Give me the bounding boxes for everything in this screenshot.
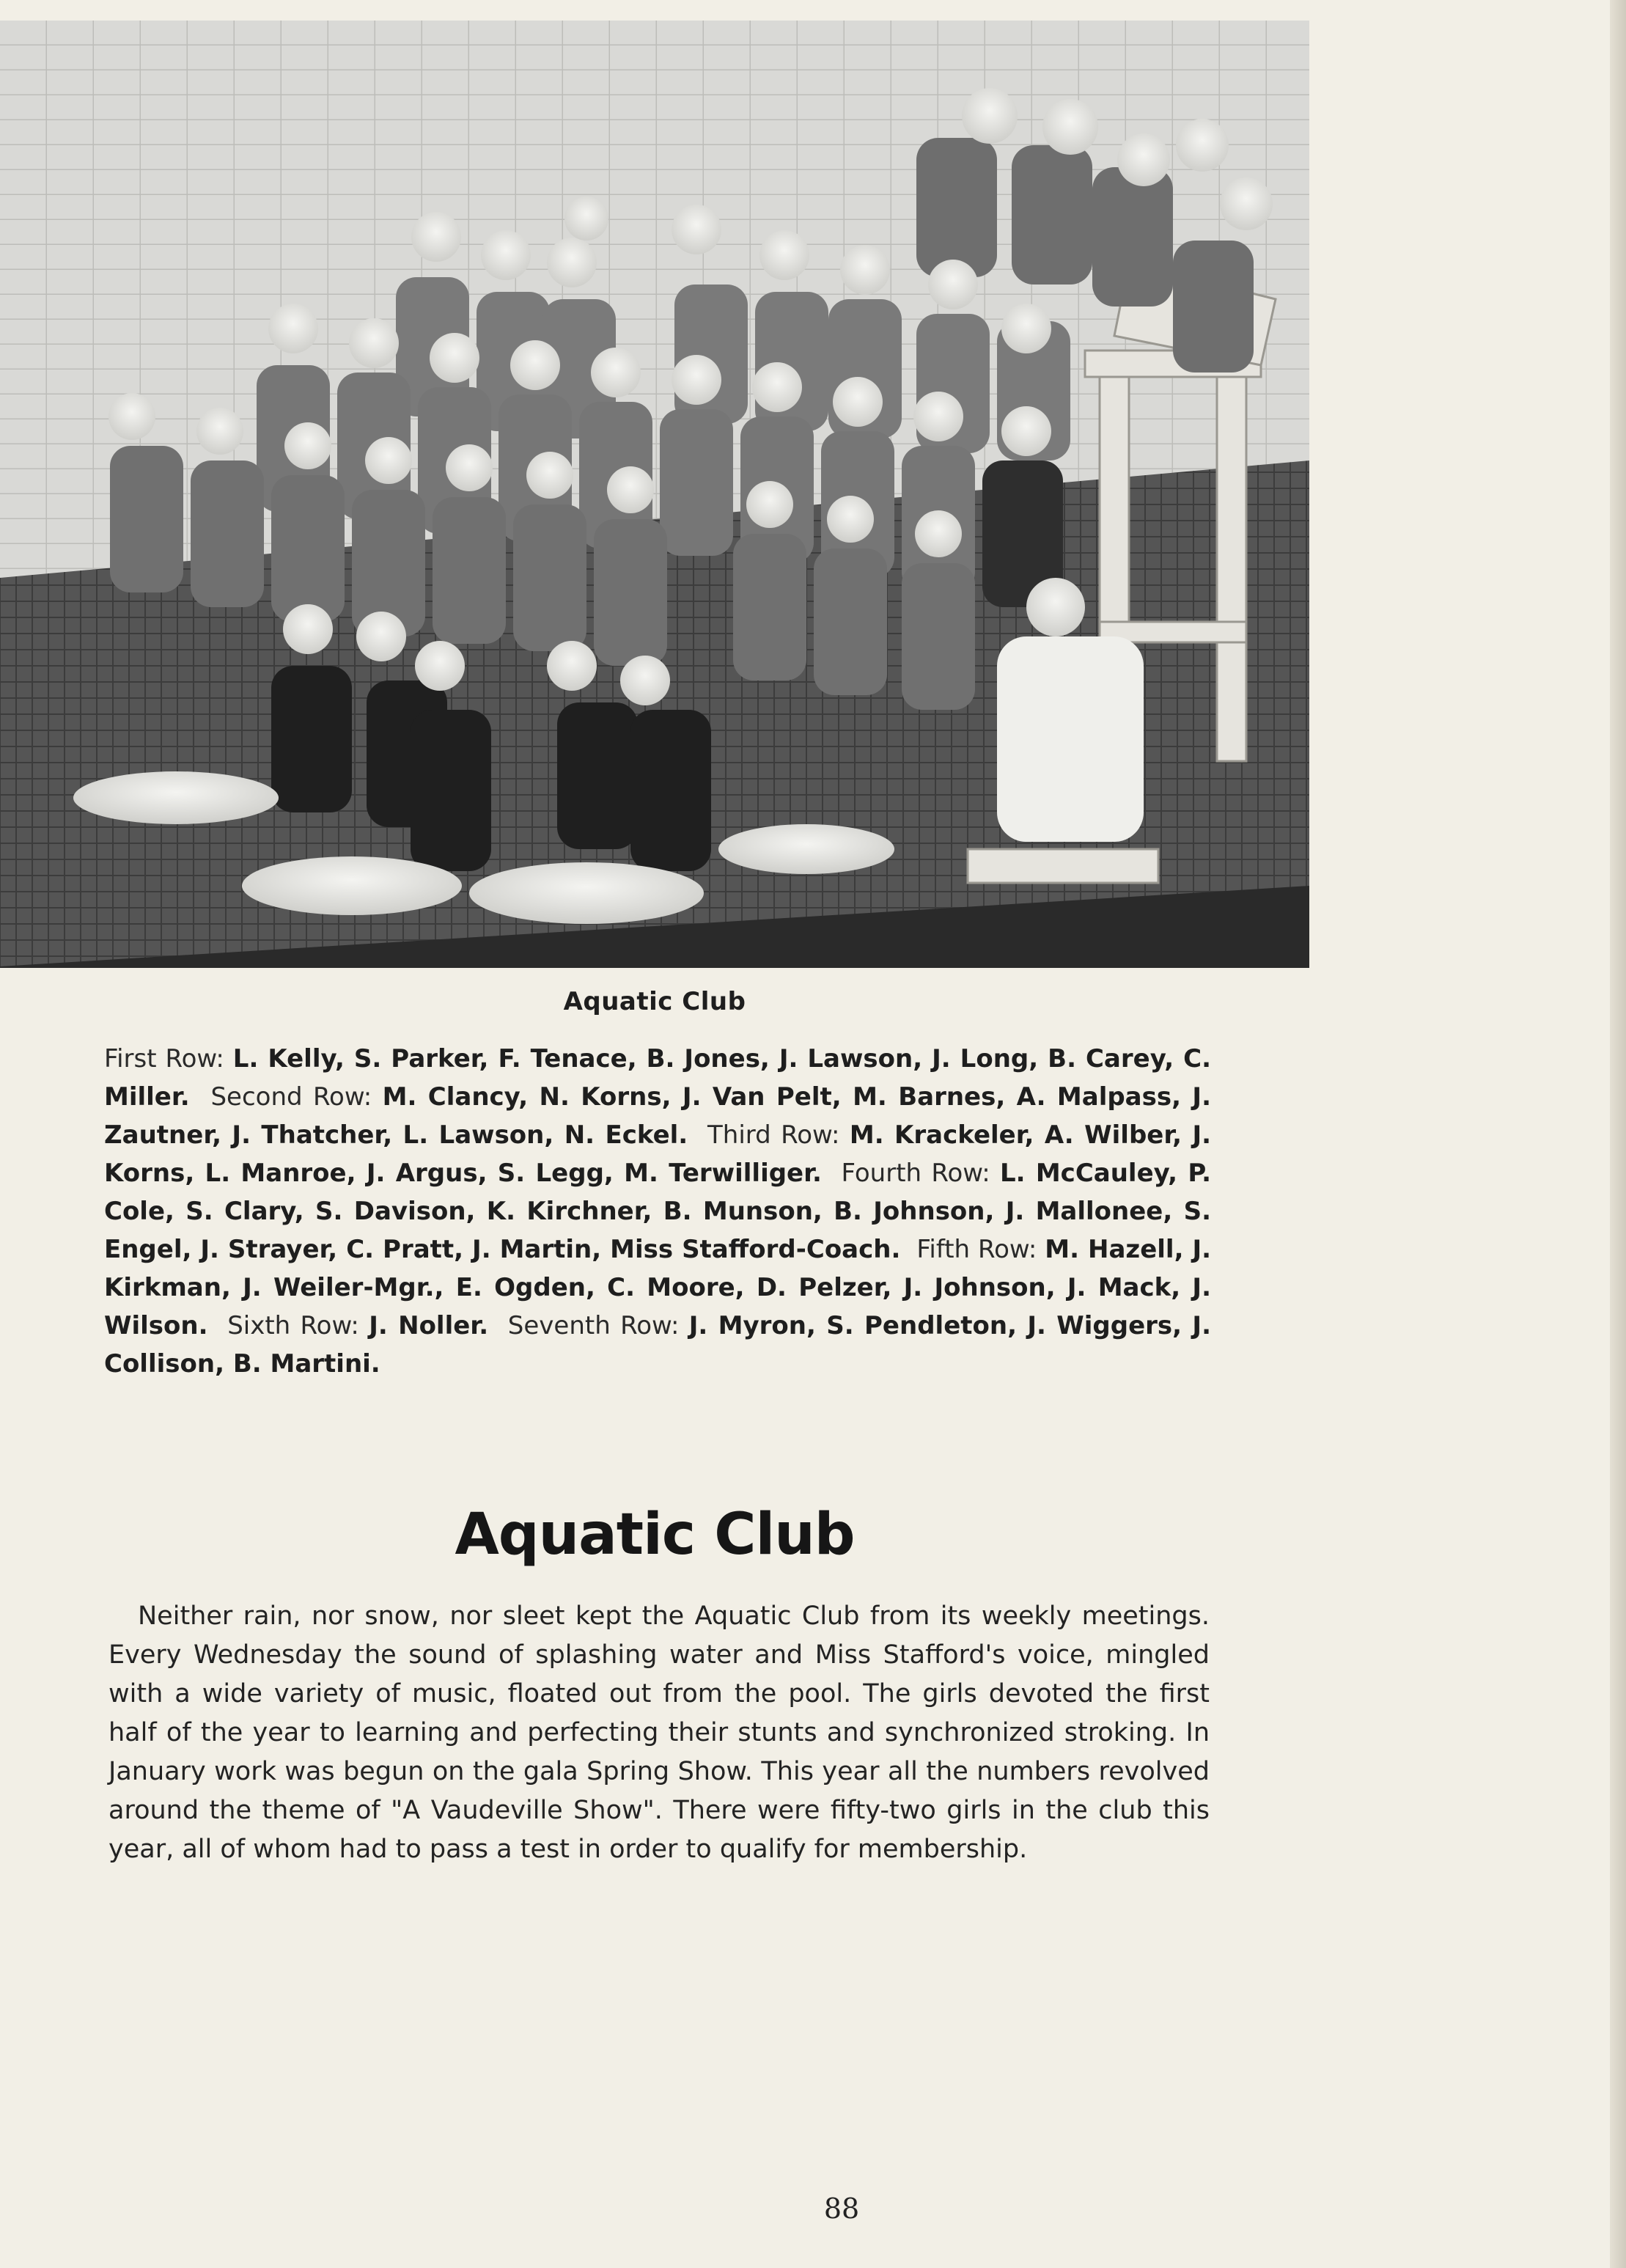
photo-caption-title: Aquatic Club	[563, 987, 746, 1016]
roster-row-names: L. McCauley, P. Cole, S. Clary, S. Davison, K. Kirchner, B. Munson, B. Johnson, J. Mallonee, S. Engel, J. Strayer, C. Pratt, J. Martin, Miss Stafford-Coach.	[104, 1159, 1211, 1264]
page-number: 88	[823, 2192, 860, 2225]
roster-caption	[104, 1040, 1211, 1383]
article-body	[108, 1597, 1210, 1869]
roster-row-names: J. Myron, S. Pendleton, J. Wiggers, J. Collison, B. Martini.	[104, 1311, 1212, 1379]
article-paragraph: Neither rain, nor snow, nor sleet kept the Aquatic Club from its weekly meetings. Every Wednesday the sound of splashing water and Miss Stafford's voice, mingled with a wide variety of music, floated out from the pool. The girls devoted the first half of the year to learning and perfecting their stunts and synchronized stroking. In January work was begun on the gala Spring Show. This year all the numbers revolved around the theme of "A Vaudeville Show". There were fifty-two girls in the club this year, all of whom had to pass a test in order to qualify for membership.	[108, 1601, 1210, 1864]
article-heading: Aquatic Club	[455, 1502, 855, 1568]
roster-row-names: M. Krackeler, A. Wilber, J. Korns, L. Manroe, J. Argus, S. Legg, M. Terwilliger.	[104, 1120, 1212, 1188]
roster-row-label: Third Row:	[707, 1120, 840, 1150]
roster-row-6	[218, 1311, 488, 1340]
page-edge-shadow	[1610, 0, 1626, 2268]
roster-row-label: Seventh Row:	[507, 1311, 680, 1340]
roster-row-names: M. Hazell, J. Kirkman, J. Weiler-Mgr., E. Ogden, C. Moore, D. Pelzer, J. Johnson, J. Mack, J. Wilson.	[104, 1235, 1212, 1340]
roster-row-label: First Row:	[104, 1044, 224, 1074]
roster-row-label: Sixth Row:	[227, 1311, 359, 1340]
roster-row-label: Second Row:	[210, 1082, 372, 1112]
group-photo	[0, 21, 1309, 968]
group-photo-icon	[0, 21, 1309, 968]
roster-row-names: M. Clancy, N. Korns, J. Van Pelt, M. Barnes, A. Malpass, J. Zautner, J. Thatcher, L. Lawson, N. Eckel.	[104, 1082, 1211, 1150]
roster-row-names: L. Kelly, S. Parker, F. Tenace, B. Jones, J. Lawson, J. Long, B. Carey, C. Miller.	[104, 1044, 1211, 1112]
roster-row-label: Fourth Row:	[841, 1159, 990, 1188]
roster-row-names: J. Noller.	[369, 1311, 489, 1340]
roster-row-label: Fifth Row:	[916, 1235, 1037, 1264]
